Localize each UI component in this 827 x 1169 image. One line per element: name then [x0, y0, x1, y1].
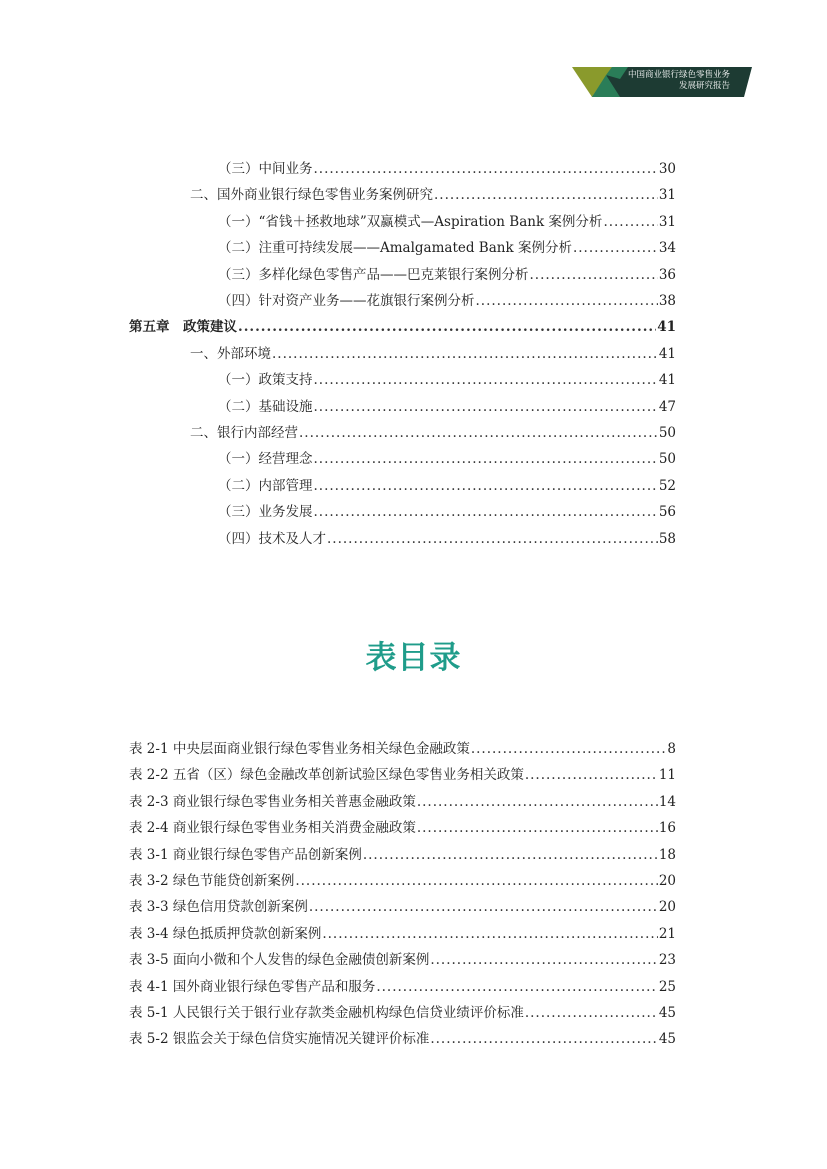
toc-entry-label: （三）多样化绿色零售产品——巴克莱银行案例分析: [218, 266, 529, 283]
toc-entry-page: 41: [658, 345, 676, 362]
table-leader-dots: [322, 925, 657, 943]
toc-leader-dots: [272, 345, 658, 363]
table-leader-dots: [417, 793, 658, 811]
table-entry-label: 表 2-4 商业银行绿色零售业务相关消费金融政策: [129, 820, 416, 837]
toc-entry-page: 41: [657, 319, 676, 336]
table-leader-dots: [430, 1030, 657, 1048]
toc-entry-page: 31: [658, 187, 676, 204]
table-entry-label: 表 2-2 五省（区）绿色金融改革创新试验区绿色零售业务相关政策: [129, 767, 524, 784]
table-entry[interactable]: [129, 951, 676, 969]
toc-leader-dots: [327, 530, 658, 548]
toc-entry-page: 30: [658, 161, 676, 177]
toc-entry-label: （二）内部管理: [218, 477, 313, 494]
table-leader-dots: [363, 846, 658, 864]
toc-leader-dots: [299, 424, 658, 442]
table-leader-dots: [417, 819, 658, 837]
table-entry-page: 45: [658, 1005, 676, 1021]
toc-entry[interactable]: [218, 266, 676, 284]
toc-leader-dots: [314, 503, 658, 521]
table-entry[interactable]: [129, 766, 676, 784]
toc-entry-label: （二）基础设施: [218, 398, 313, 415]
table-entry-label: 表 3-4 绿色抵质押贷款创新案例: [129, 925, 322, 942]
toc-leader-dots: [238, 318, 656, 336]
table-entry-label: 表 3-2 绿色节能贷创新案例: [129, 873, 295, 889]
table-entry[interactable]: [129, 1030, 676, 1048]
table-entry-label: 表 3-3 绿色信用贷款创新案例: [129, 899, 308, 916]
table-leader-dots: [471, 740, 667, 758]
toc-entry-page: 41: [658, 372, 676, 389]
table-entry[interactable]: [129, 925, 676, 943]
table-entry-page: 14: [658, 793, 676, 810]
toc-leader-dots: [530, 266, 658, 284]
table-entry[interactable]: [129, 978, 676, 996]
toc-entry-label: 二、银行内部经营: [190, 425, 298, 441]
toc-leader-dots: [314, 160, 658, 178]
toc-entry-page: 58: [658, 530, 676, 547]
table-entry[interactable]: [129, 819, 676, 837]
table-entry-page: 21: [658, 925, 676, 942]
toc-entry[interactable]: [218, 371, 676, 389]
table-entry-label: 表 5-2 银监会关于绿色信贷实施情况关键评价标准: [129, 1031, 430, 1048]
table-entry-page: 20: [658, 873, 676, 889]
table-leader-dots: [295, 872, 657, 890]
toc-entry-page: 34: [658, 240, 676, 257]
table-entry-label: 表 5-1 人民银行关于银行业存款类金融机构绿色信贷业绩评价标准: [129, 1005, 524, 1021]
table-entry-label: 表 4-1 国外商业银行绿色零售产品和服务: [129, 978, 376, 995]
toc-leader-dots: [314, 450, 658, 468]
table-leader-dots: [525, 766, 658, 784]
toc-entry-label: （三）业务发展: [218, 504, 313, 521]
header-line-2: 发展研究报告: [678, 81, 730, 91]
table-entry-page: 23: [658, 952, 676, 969]
toc-entry[interactable]: [218, 477, 676, 495]
toc-leader-dots: [314, 371, 658, 389]
table-entry-page: 8: [667, 741, 676, 757]
toc-entry-label: （一）“省钱＋拯救地球”双赢模式—Aspiration Bank 案例分析: [218, 213, 603, 230]
table-entry-label: 表 3-1 商业银行绿色零售产品创新案例: [129, 846, 362, 863]
toc-entry-label: 二、国外商业银行绿色零售业务案例研究: [190, 187, 433, 204]
toc-entry-page: 31: [658, 213, 676, 230]
toc-entry-page: 47: [658, 398, 676, 415]
table-entry-label: 表 2-3 商业银行绿色零售业务相关普惠金融政策: [129, 793, 416, 810]
toc-entry-page: 56: [658, 504, 676, 521]
toc-entry[interactable]: [218, 530, 676, 548]
toc-entry-label: （一）政策支持: [218, 372, 313, 389]
toc-entry[interactable]: [218, 239, 676, 257]
toc-entry-label: （三）中间业务: [218, 161, 313, 177]
table-leader-dots: [376, 978, 657, 996]
table-entry[interactable]: [129, 846, 676, 864]
toc-entry-label: 第五章 政策建议: [129, 319, 237, 336]
table-leader-dots: [430, 951, 657, 969]
table-entry-page: 45: [658, 1031, 676, 1048]
table-entry-label: 表 2-1 中央层面商业银行绿色零售业务相关绿色金融政策: [129, 741, 470, 757]
table-entry[interactable]: [129, 872, 676, 890]
table-entry[interactable]: [129, 740, 676, 758]
toc-leader-dots: [434, 186, 658, 204]
toc-leader-dots: [314, 477, 658, 495]
header-report-title: [628, 70, 730, 92]
toc-entry-label: （四）技术及人才: [218, 530, 326, 547]
table-entry-page: 25: [658, 978, 676, 995]
toc-entry[interactable]: [190, 345, 676, 363]
table-leader-dots: [525, 1004, 658, 1022]
table-entry[interactable]: [129, 793, 676, 811]
toc-entry[interactable]: [218, 450, 676, 468]
table-entry[interactable]: [129, 898, 676, 916]
toc-entry-page: 38: [658, 293, 676, 309]
tables-section-title: 表目录: [365, 640, 462, 676]
toc-entry-label: （一）经营理念: [218, 451, 313, 468]
table-entry-page: 16: [658, 820, 676, 837]
toc-entry[interactable]: [190, 186, 676, 204]
toc-entry[interactable]: [129, 318, 676, 336]
toc-entry[interactable]: [218, 213, 676, 231]
toc-entry[interactable]: [218, 292, 676, 310]
table-entry-page: 11: [658, 767, 676, 784]
toc-entry-label: （四）针对资产业务——花旗银行案例分析: [218, 293, 475, 309]
header-badge: [572, 67, 752, 97]
toc-entry-page: 50: [658, 425, 676, 441]
table-entry-page: 20: [658, 899, 676, 916]
toc-entry-page: 36: [658, 266, 676, 283]
toc-entry-page: 52: [658, 477, 676, 494]
toc-entry[interactable]: [218, 398, 676, 416]
table-entry-label: 表 3-5 面向小微和个人发售的绿色金融债创新案例: [129, 952, 430, 969]
header-line-1: 中国商业银行绿色零售业务: [627, 70, 730, 80]
table-leader-dots: [309, 898, 658, 916]
toc-entry-page: 50: [658, 451, 676, 468]
toc-entry[interactable]: [218, 160, 676, 178]
table-entry-page: 18: [658, 846, 676, 863]
toc-leader-dots: [573, 239, 658, 257]
toc-leader-dots: [603, 213, 657, 231]
toc-leader-dots: [476, 292, 658, 310]
toc-entry[interactable]: [190, 424, 676, 442]
toc-leader-dots: [314, 398, 658, 416]
toc-entry-label: 一、外部环境: [190, 345, 271, 362]
toc-entry-label: （二）注重可持续发展——Amalgamated Bank 案例分析: [218, 240, 572, 257]
table-entry[interactable]: [129, 1004, 676, 1022]
toc-entry[interactable]: [218, 503, 676, 521]
